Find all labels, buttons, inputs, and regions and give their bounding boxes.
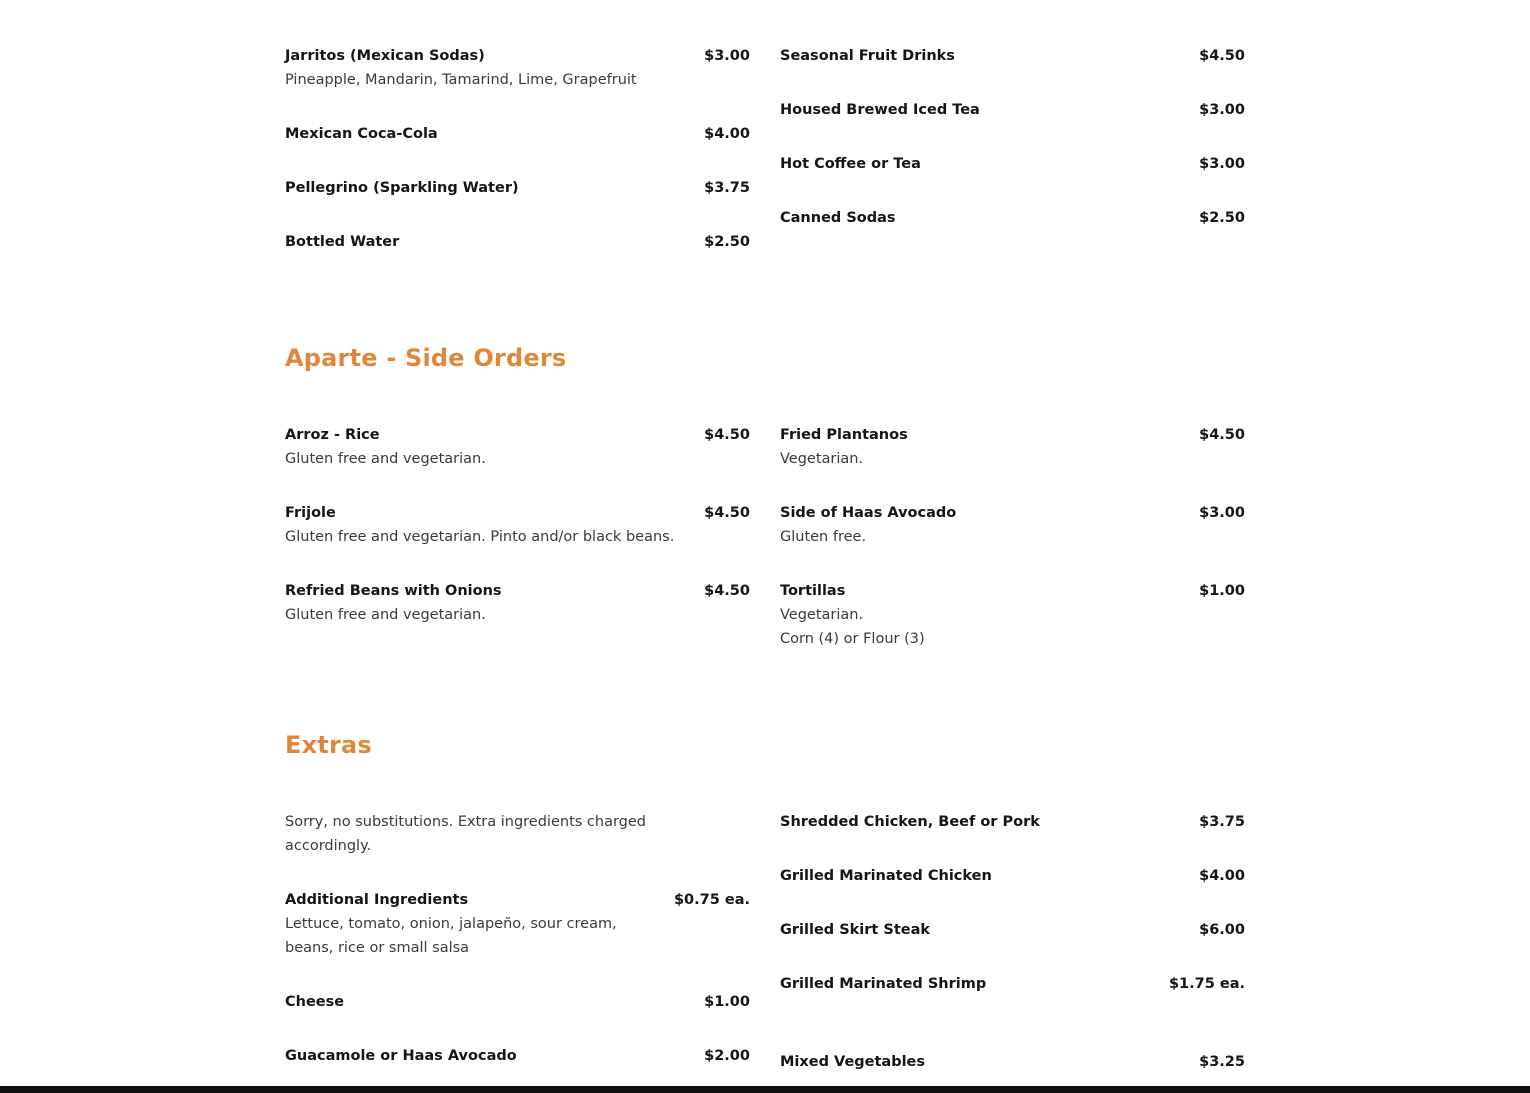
menu-item [285, 888, 750, 960]
item-name: Seasonal Fruit Drinks [780, 48, 955, 64]
item-description: Pineapple, Mandarin, Tamarind, Lime, Grapefruit [285, 72, 637, 88]
item-price: $4.00 [704, 126, 750, 142]
item-description: Gluten free and vegetarian. Pinto and/or black beans. [285, 529, 675, 545]
item-name: Pellegrino (Sparkling Water) [285, 180, 519, 196]
menu-item [780, 579, 1245, 651]
menu-item [780, 423, 1245, 471]
item-name: Cheese [285, 994, 345, 1010]
item-name: Tortillas [780, 583, 846, 599]
item-price: $1.00 [704, 994, 750, 1010]
item-price: $3.00 [1199, 102, 1245, 118]
section-title-extras: Extras [285, 731, 372, 759]
item-name: Shredded Chicken, Beef or Pork [780, 814, 1040, 830]
item-description: Lettuce, tomato, onion, jalapeño, sour cream, beans, rice or small salsa [285, 916, 617, 956]
item-price: $2.50 [1199, 210, 1245, 226]
item-price: $4.50 [1199, 427, 1245, 443]
menu-item [780, 972, 1245, 996]
menu-item [285, 501, 750, 549]
item-name: Guacamole or Haas Avocado [285, 1048, 517, 1064]
item-price: $1.75 ea. [1168, 976, 1245, 992]
menu-item [780, 98, 1245, 122]
item-description: Gluten free. [780, 529, 867, 545]
item-name: Arroz - Rice [285, 427, 380, 443]
item-name: Grilled Marinated Shrimp [780, 976, 987, 992]
item-name: Jarritos (Mexican Sodas) [285, 48, 485, 64]
menu-item [285, 230, 750, 254]
item-name: Bottled Water [285, 234, 400, 250]
menu-item [780, 206, 1245, 230]
menu-item [285, 176, 750, 200]
item-description-secondary: Corn (4) or Flour (3) [780, 631, 925, 647]
item-price: $3.00 [1199, 505, 1245, 521]
item-name: Grilled Marinated Chicken [780, 868, 992, 884]
item-name: Housed Brewed Iced Tea [780, 102, 980, 118]
item-description: Vegetarian. [780, 607, 864, 623]
item-description: Gluten free and vegetarian. [285, 451, 486, 467]
item-name: Refried Beans with Onions [285, 583, 502, 599]
item-price: $4.50 [704, 583, 750, 599]
item-price: $3.00 [704, 48, 750, 64]
item-name: Additional Ingredients [285, 892, 469, 908]
menu-item [285, 44, 750, 92]
menu-item [780, 864, 1245, 888]
item-price: $4.50 [1199, 48, 1245, 64]
item-price: $4.00 [1199, 868, 1245, 884]
menu-item [285, 579, 750, 627]
menu-item [780, 501, 1245, 549]
item-name: Frijole [285, 505, 336, 521]
bottom-bar [0, 1086, 1530, 1093]
item-price: $3.75 [1199, 814, 1245, 830]
item-price: $2.50 [704, 234, 750, 250]
item-price: $1.00 [1199, 583, 1245, 599]
item-description: Vegetarian. [780, 451, 864, 467]
item-name: Mexican Coca-Cola [285, 126, 438, 142]
menu-item [285, 990, 750, 1014]
item-name: Side of Haas Avocado [780, 505, 957, 521]
menu-item [285, 122, 750, 146]
section-title-sides: Aparte - Side Orders [285, 344, 567, 372]
item-name: Fried Plantanos [780, 427, 908, 443]
item-price: $3.25 [1199, 1054, 1245, 1070]
item-name: Mixed Vegetables [780, 1054, 926, 1070]
item-price: $0.75 ea. [673, 892, 750, 908]
item-description: Gluten free and vegetarian. [285, 607, 486, 623]
menu-item [780, 152, 1245, 176]
menu-item [780, 918, 1245, 942]
item-price: $4.50 [704, 505, 750, 521]
item-price: $3.00 [1199, 156, 1245, 172]
menu-item [780, 1050, 1245, 1074]
menu-item [285, 1044, 750, 1068]
item-price: $6.00 [1199, 922, 1245, 938]
menu-item [780, 810, 1245, 834]
item-name: Hot Coffee or Tea [780, 156, 921, 172]
menu-item [285, 423, 750, 471]
item-price: $3.75 [704, 180, 750, 196]
item-name: Grilled Skirt Steak [780, 922, 931, 938]
menu-item [780, 44, 1245, 68]
extras-note: Sorry, no substitutions. Extra ingredients charged accordingly. [285, 814, 646, 854]
item-price: $4.50 [704, 427, 750, 443]
item-price: $2.00 [704, 1048, 750, 1064]
item-name: Canned Sodas [780, 210, 896, 226]
